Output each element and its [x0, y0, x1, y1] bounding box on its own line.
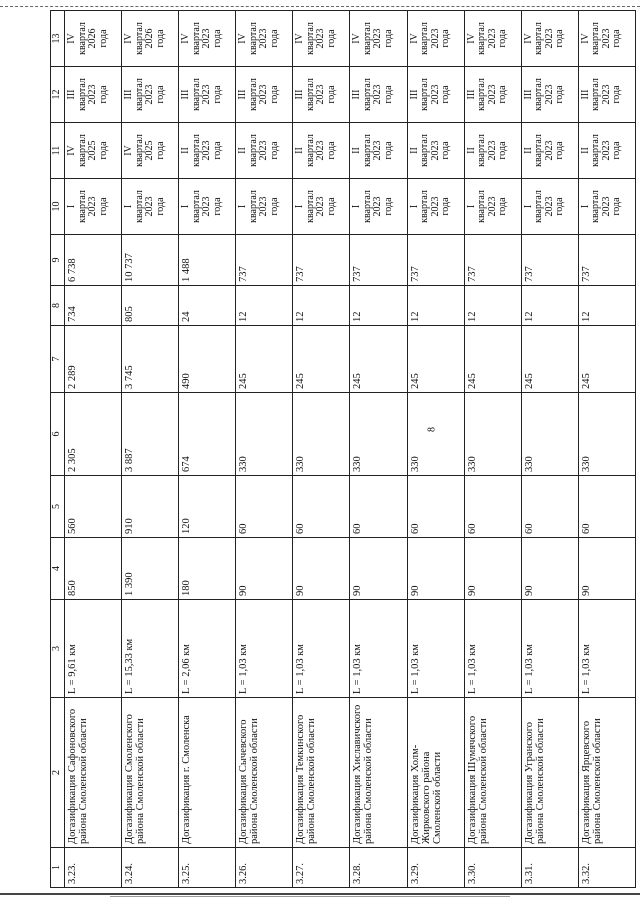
- value-col-5: 60: [407, 476, 464, 538]
- quarter-col-12: III квартал 2023 года: [179, 67, 236, 123]
- quarter-col-12: III квартал 2023 года: [293, 67, 350, 123]
- table-row: [407, 11, 464, 888]
- row-number: 3.27.: [293, 848, 350, 888]
- header-cell: 6: [51, 393, 65, 476]
- object-name: Догазификация Сычевского района Смоленской области: [236, 698, 293, 848]
- value-col-8: 12: [236, 286, 293, 326]
- value-col-8: 805: [122, 286, 179, 326]
- value-col-6: 330: [236, 393, 293, 476]
- quarter-col-12: III квартал 2023 года: [65, 67, 122, 123]
- quarter-col-12: III квартал 2023 года: [350, 67, 407, 123]
- object-name: Догазификация Холм-Жирковского района Смоленской области: [407, 698, 464, 848]
- value-col-9: 737: [521, 235, 578, 286]
- length-cell: L = 2,06 км: [179, 600, 236, 698]
- value-col-5: 60: [350, 476, 407, 538]
- value-col-9: 737: [236, 235, 293, 286]
- value-col-4: 90: [350, 538, 407, 600]
- row-number: 3.23.: [65, 848, 122, 888]
- header-cell: 11: [51, 123, 65, 179]
- table-row: [293, 11, 350, 888]
- quarter-col-13: IV квартал 2023 года: [521, 11, 578, 67]
- value-col-5: 560: [65, 476, 122, 538]
- quarter-col-10: I квартал 2023 года: [350, 179, 407, 235]
- value-col-4: 180: [179, 538, 236, 600]
- value-col-5: 60: [236, 476, 293, 538]
- table-body: [65, 11, 636, 888]
- table-row: [236, 11, 293, 888]
- quarter-col-13: IV квартал 2026 года: [65, 11, 122, 67]
- quarter-col-12: III квартал 2023 года: [521, 67, 578, 123]
- row-number: 3.25.: [179, 848, 236, 888]
- object-name: Догазификация Шумячского района Смоленской области: [464, 698, 521, 848]
- length-cell: L = 9,61 км: [65, 600, 122, 698]
- value-col-4: 90: [578, 538, 635, 600]
- value-col-4: 90: [236, 538, 293, 600]
- quarter-col-10: I квартал 2023 года: [65, 179, 122, 235]
- header-cell: 3: [51, 600, 65, 698]
- quarter-col-10: I квартал 2023 года: [122, 179, 179, 235]
- object-name: Догазификация г. Смоленска: [179, 698, 236, 848]
- scan-edge-top: [0, 6, 640, 7]
- table-row: [350, 11, 407, 888]
- length-cell: L = 1,03 км: [350, 600, 407, 698]
- quarter-col-11: II квартал 2023 года: [293, 123, 350, 179]
- value-col-9: 1 488: [179, 235, 236, 286]
- value-col-4: 1 390: [122, 538, 179, 600]
- row-number: 3.30.: [464, 848, 521, 888]
- quarter-col-11: IV квартал 2025 года: [65, 123, 122, 179]
- quarter-col-12: III квартал 2023 года: [122, 67, 179, 123]
- object-name: Догазификация Сафоновского района Смоленской области: [65, 698, 122, 848]
- row-number: 3.28.: [350, 848, 407, 888]
- value-col-7: 245: [293, 326, 350, 393]
- quarter-col-10: I квартал 2023 года: [407, 179, 464, 235]
- value-col-5: 60: [521, 476, 578, 538]
- header-cell: 12: [51, 67, 65, 123]
- value-col-7: 245: [236, 326, 293, 393]
- quarter-col-13: IV квартал 2023 года: [293, 11, 350, 67]
- scan-edge-bottom: [0, 893, 640, 895]
- quarter-col-13: IV квартал 2023 года: [578, 11, 635, 67]
- value-col-7: 2 289: [65, 326, 122, 393]
- page-number: 8: [426, 427, 438, 432]
- header-cell: 8: [51, 286, 65, 326]
- length-cell: L = 15,33 км: [122, 600, 179, 698]
- value-col-8: 12: [407, 286, 464, 326]
- quarter-col-13: IV квартал 2023 года: [236, 11, 293, 67]
- table-row: [122, 11, 179, 888]
- length-cell: L = 1,03 км: [293, 600, 350, 698]
- table-row: [464, 11, 521, 888]
- value-col-4: 90: [407, 538, 464, 600]
- value-col-6: 330: [464, 393, 521, 476]
- value-col-4: 850: [65, 538, 122, 600]
- quarter-col-10: I квартал 2023 года: [293, 179, 350, 235]
- value-col-7: 490: [179, 326, 236, 393]
- value-col-8: 12: [350, 286, 407, 326]
- value-col-5: 60: [464, 476, 521, 538]
- quarter-col-10: I квартал 2023 года: [521, 179, 578, 235]
- row-number: 3.26.: [236, 848, 293, 888]
- header-row: [51, 11, 65, 888]
- length-cell: L = 1,03 км: [236, 600, 293, 698]
- quarter-col-11: II квартал 2023 года: [464, 123, 521, 179]
- value-col-6: 330: [578, 393, 635, 476]
- value-col-7: 3 745: [122, 326, 179, 393]
- quarter-col-13: IV квартал 2023 года: [464, 11, 521, 67]
- value-col-7: 245: [521, 326, 578, 393]
- value-col-8: 734: [65, 286, 122, 326]
- value-col-4: 90: [464, 538, 521, 600]
- quarter-col-11: II квартал 2023 года: [350, 123, 407, 179]
- header-cell: 4: [51, 538, 65, 600]
- value-col-6: 3 887: [122, 393, 179, 476]
- value-col-8: 12: [293, 286, 350, 326]
- table-row: [578, 11, 635, 888]
- value-col-5: 60: [293, 476, 350, 538]
- table-row: [179, 11, 236, 888]
- object-name: Догазификация Смоленского района Смоленской области: [122, 698, 179, 848]
- quarter-col-13: IV квартал 2023 года: [179, 11, 236, 67]
- quarter-col-12: III квартал 2023 года: [578, 67, 635, 123]
- value-col-7: 245: [464, 326, 521, 393]
- value-col-6: 330: [350, 393, 407, 476]
- quarter-col-12: III квартал 2023 года: [407, 67, 464, 123]
- value-col-7: 245: [407, 326, 464, 393]
- quarter-col-11: II квартал 2023 года: [236, 123, 293, 179]
- length-cell: L = 1,03 км: [578, 600, 635, 698]
- value-col-6: 330: [293, 393, 350, 476]
- header-cell: 13: [51, 11, 65, 67]
- header-cell: 10: [51, 179, 65, 235]
- value-col-6: 674: [179, 393, 236, 476]
- value-col-5: 60: [578, 476, 635, 538]
- quarter-col-10: I квартал 2023 года: [578, 179, 635, 235]
- quarter-col-10: I квартал 2023 года: [236, 179, 293, 235]
- value-col-4: 90: [293, 538, 350, 600]
- header-cell: 1: [51, 848, 65, 888]
- object-name: Догазификация Ярцевского района Смоленской области: [578, 698, 635, 848]
- table-row: [521, 11, 578, 888]
- quarter-col-11: IV квартал 2025 года: [122, 123, 179, 179]
- value-col-5: 910: [122, 476, 179, 538]
- quarter-col-13: IV квартал 2023 года: [407, 11, 464, 67]
- header-cell: 2: [51, 698, 65, 848]
- scan-edge-bottom-thin: [110, 896, 510, 897]
- value-col-9: 6 738: [65, 235, 122, 286]
- value-col-8: 24: [179, 286, 236, 326]
- quarter-col-13: IV квартал 2023 года: [350, 11, 407, 67]
- quarter-col-11: II квартал 2023 года: [179, 123, 236, 179]
- quarter-col-11: II квартал 2023 года: [407, 123, 464, 179]
- row-number: 3.32.: [578, 848, 635, 888]
- value-col-9: 737: [464, 235, 521, 286]
- object-name: Догазификация Угранского района Смоленской области: [521, 698, 578, 848]
- value-col-7: 245: [578, 326, 635, 393]
- gasification-table: [50, 10, 636, 888]
- row-number: 3.31.: [521, 848, 578, 888]
- value-col-7: 245: [350, 326, 407, 393]
- row-number: 3.29.: [407, 848, 464, 888]
- quarter-col-11: II квартал 2023 года: [521, 123, 578, 179]
- row-number: 3.24.: [122, 848, 179, 888]
- value-col-6: 330: [407, 393, 464, 476]
- value-col-4: 90: [521, 538, 578, 600]
- value-col-9: 737: [293, 235, 350, 286]
- value-col-8: 12: [521, 286, 578, 326]
- quarter-col-10: I квартал 2023 года: [464, 179, 521, 235]
- value-col-6: 2 305: [65, 393, 122, 476]
- object-name: Догазификация Хиславичского района Смоленской области: [350, 698, 407, 848]
- header-cell: 5: [51, 476, 65, 538]
- value-col-8: 12: [578, 286, 635, 326]
- value-col-5: 120: [179, 476, 236, 538]
- length-cell: L = 1,03 км: [407, 600, 464, 698]
- value-col-8: 12: [464, 286, 521, 326]
- value-col-9: 10 737: [122, 235, 179, 286]
- rotated-table-wrapper: [50, 11, 636, 888]
- length-cell: L = 1,03 км: [464, 600, 521, 698]
- value-col-9: 737: [350, 235, 407, 286]
- quarter-col-11: II квартал 2023 года: [578, 123, 635, 179]
- quarter-col-13: IV квартал 2026 года: [122, 11, 179, 67]
- quarter-col-12: III квартал 2023 года: [236, 67, 293, 123]
- quarter-col-10: I квартал 2023 года: [179, 179, 236, 235]
- length-cell: L = 1,03 км: [521, 600, 578, 698]
- header-cell: 7: [51, 326, 65, 393]
- header-cell: 9: [51, 235, 65, 286]
- object-name: Догазификация Темкинского района Смоленской области: [293, 698, 350, 848]
- table-row: [65, 11, 122, 888]
- value-col-9: 737: [578, 235, 635, 286]
- value-col-6: 330: [521, 393, 578, 476]
- quarter-col-12: III квартал 2023 года: [464, 67, 521, 123]
- value-col-9: 737: [407, 235, 464, 286]
